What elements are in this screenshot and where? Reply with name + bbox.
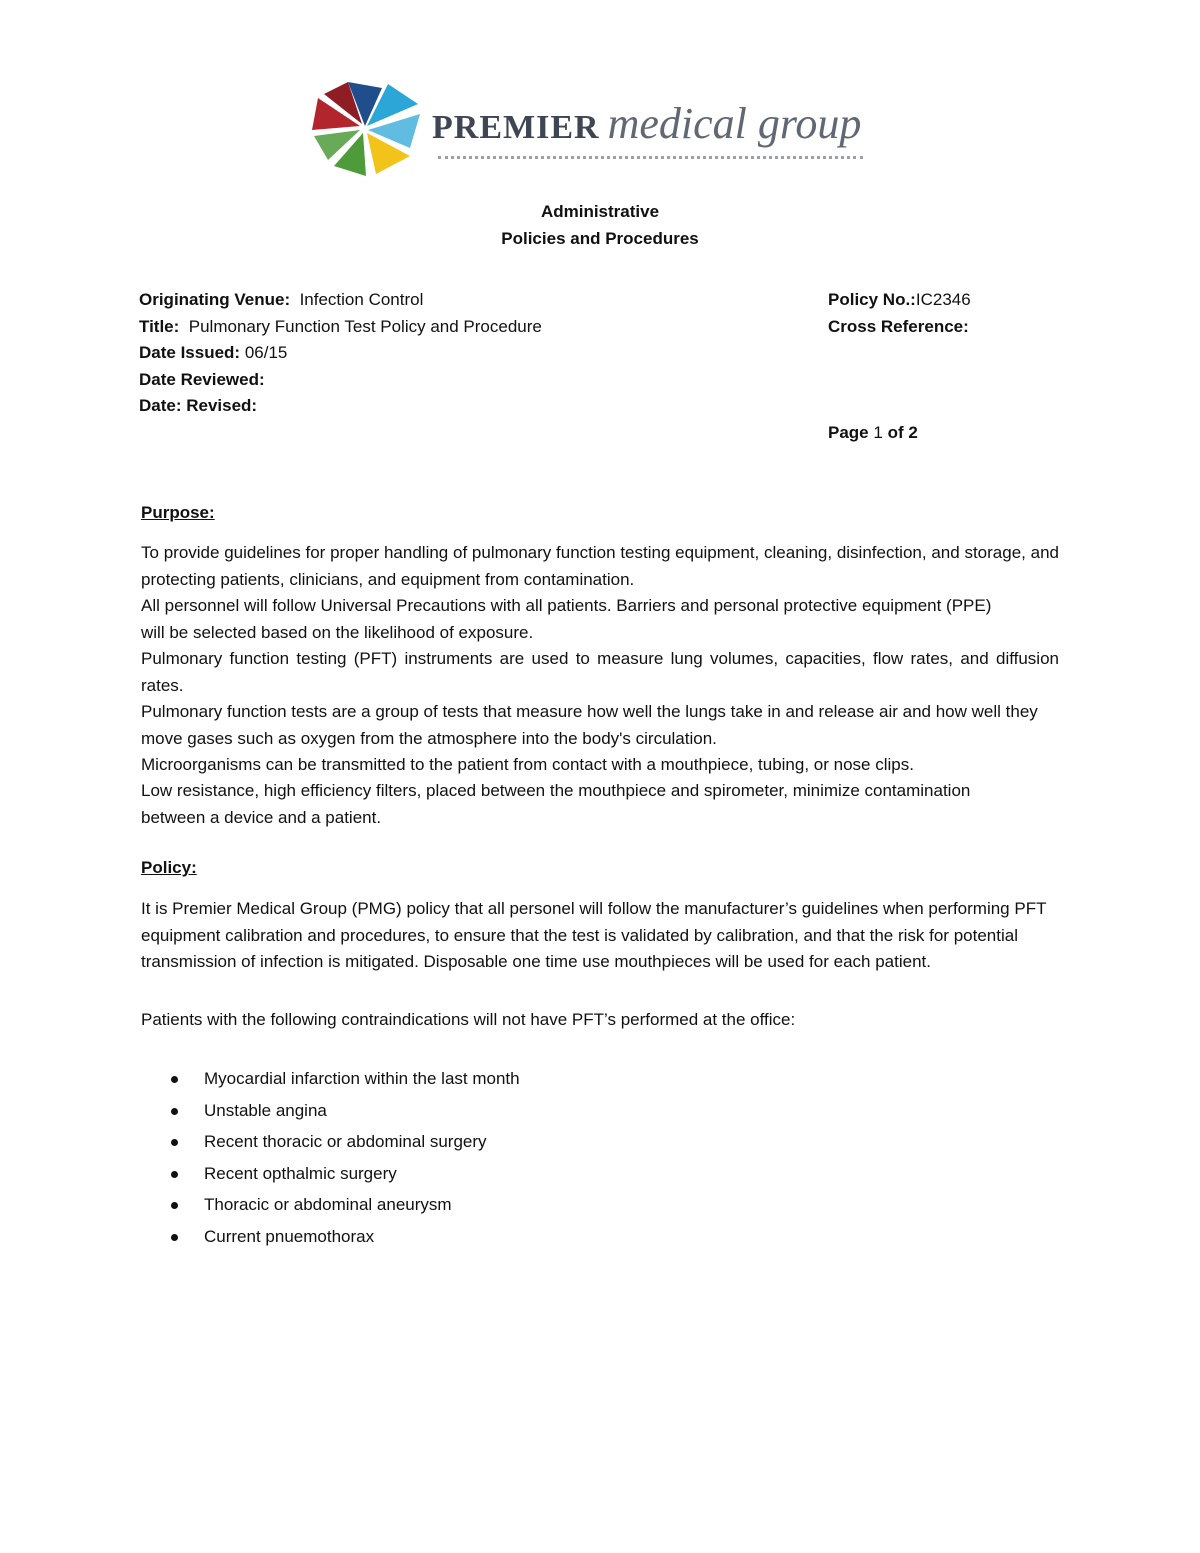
- list-item-text: Recent thoracic or abdominal surgery: [204, 1132, 487, 1151]
- logo-word-premier: PREMIER: [432, 109, 600, 146]
- logo-dotted-rule: [438, 156, 863, 159]
- title-row: [139, 317, 542, 337]
- date-revised-row: [139, 396, 257, 416]
- title-label: Title:: [139, 317, 180, 336]
- date-reviewed-label: Date Reviewed:: [139, 370, 265, 389]
- page-current: 1: [873, 423, 883, 442]
- page-label: Page: [828, 423, 869, 442]
- purpose-paragraph-6: Low resistance, high efficiency filters, placed between the mouthpiece and spirometer, minimize contamination between a device and a patient.: [141, 781, 971, 827]
- originating-venue-label: Originating Venue:: [139, 290, 291, 309]
- purpose-paragraph-3: Pulmonary function testing (PFT) instruments are used to measure lung volumes, capacities, flow rates, and diffusion rates.: [141, 649, 1059, 695]
- premier-medical-group-logo: [310, 78, 870, 178]
- list-item-text: Recent opthalmic surgery: [204, 1163, 397, 1183]
- list-item-text: Thoracic or abdominal aneurysm: [204, 1195, 452, 1214]
- date-issued-label: Date Issued:: [139, 343, 241, 362]
- cross-reference-row: [828, 317, 969, 337]
- purpose-paragraph-4: Pulmonary function tests are a group of tests that measure how well the lungs take in and release air and how well they move gases such as oxygen from the atmosphere into the body's circulation.: [141, 702, 1038, 748]
- bullet-icon: [171, 1076, 178, 1083]
- date-revised-label: Date: Revised:: [139, 396, 258, 415]
- title-value: Pulmonary Function Test Policy and Procedure: [188, 317, 542, 336]
- list-item: [141, 1224, 520, 1256]
- originating-venue-row: [139, 290, 423, 310]
- logo-wordmark: [432, 98, 861, 149]
- date-issued-value: 06/15: [244, 343, 288, 362]
- header-line-administrative: Administrative: [540, 202, 660, 221]
- originating-venue-value: Infection Control: [299, 290, 424, 309]
- logo-word-medical-group: medical group: [607, 99, 862, 148]
- list-item: [141, 1066, 520, 1098]
- bullet-icon: [171, 1171, 178, 1178]
- page-of: of 2: [887, 423, 918, 442]
- cross-reference-label: Cross Reference:: [828, 317, 969, 336]
- policy-paragraph-1: It is Premier Medical Group (PMG) policy that all personel will follow the manufacturer’s guidelines when performing PFT equipment calibration and procedures, to ensure that the test is validated by calibration, and that the risk for potential transmission of infection is mitigated. Disposable one time use mouthpieces will be used for each patient.: [141, 899, 1047, 971]
- policy-number-value: IC2346: [915, 290, 971, 309]
- contraindications-list: [141, 1066, 520, 1255]
- page-number-row: [828, 423, 918, 443]
- list-item: [141, 1098, 520, 1130]
- header-line-policies: Policies and Procedures: [501, 229, 699, 248]
- purpose-heading: Purpose:: [141, 503, 215, 522]
- date-issued-row: [139, 343, 287, 363]
- purpose-paragraph-5: Microorganisms can be transmitted to the patient from contact with a mouthpiece, tubing, or nose clips.: [141, 755, 914, 774]
- bullet-icon: [171, 1139, 178, 1146]
- date-reviewed-row: [139, 370, 265, 390]
- policy-heading: Policy:: [141, 858, 197, 877]
- list-item: [141, 1161, 520, 1193]
- policy-paragraph-2: Patients with the following contraindications will not have PFT’s performed at the office:: [141, 1010, 796, 1029]
- purpose-paragraph-1: To provide guidelines for proper handling of pulmonary function testing equipment, cleaning, disinfection, and storage, and protecting patients, clinicians, and equipment from contamination.: [141, 543, 1059, 589]
- list-item: [141, 1129, 520, 1161]
- purpose-paragraph-2: All personnel will follow Universal Precautions with all patients. Barriers and personal protective equipment (PPE) will be selected based on the likelihood of exposure.: [141, 596, 992, 642]
- policy-number-label: Policy No.:: [828, 290, 916, 309]
- list-item-text: Unstable angina: [204, 1100, 327, 1120]
- bullet-icon: [171, 1234, 178, 1241]
- policy-number-row: [828, 290, 971, 310]
- list-item-text: Current pnuemothorax: [204, 1226, 375, 1246]
- bullet-icon: [171, 1202, 178, 1209]
- list-item: [141, 1192, 520, 1224]
- list-item-text: Myocardial infarction within the last month: [204, 1069, 520, 1088]
- pinwheel-logo-icon: [310, 78, 430, 178]
- bullet-icon: [171, 1108, 178, 1115]
